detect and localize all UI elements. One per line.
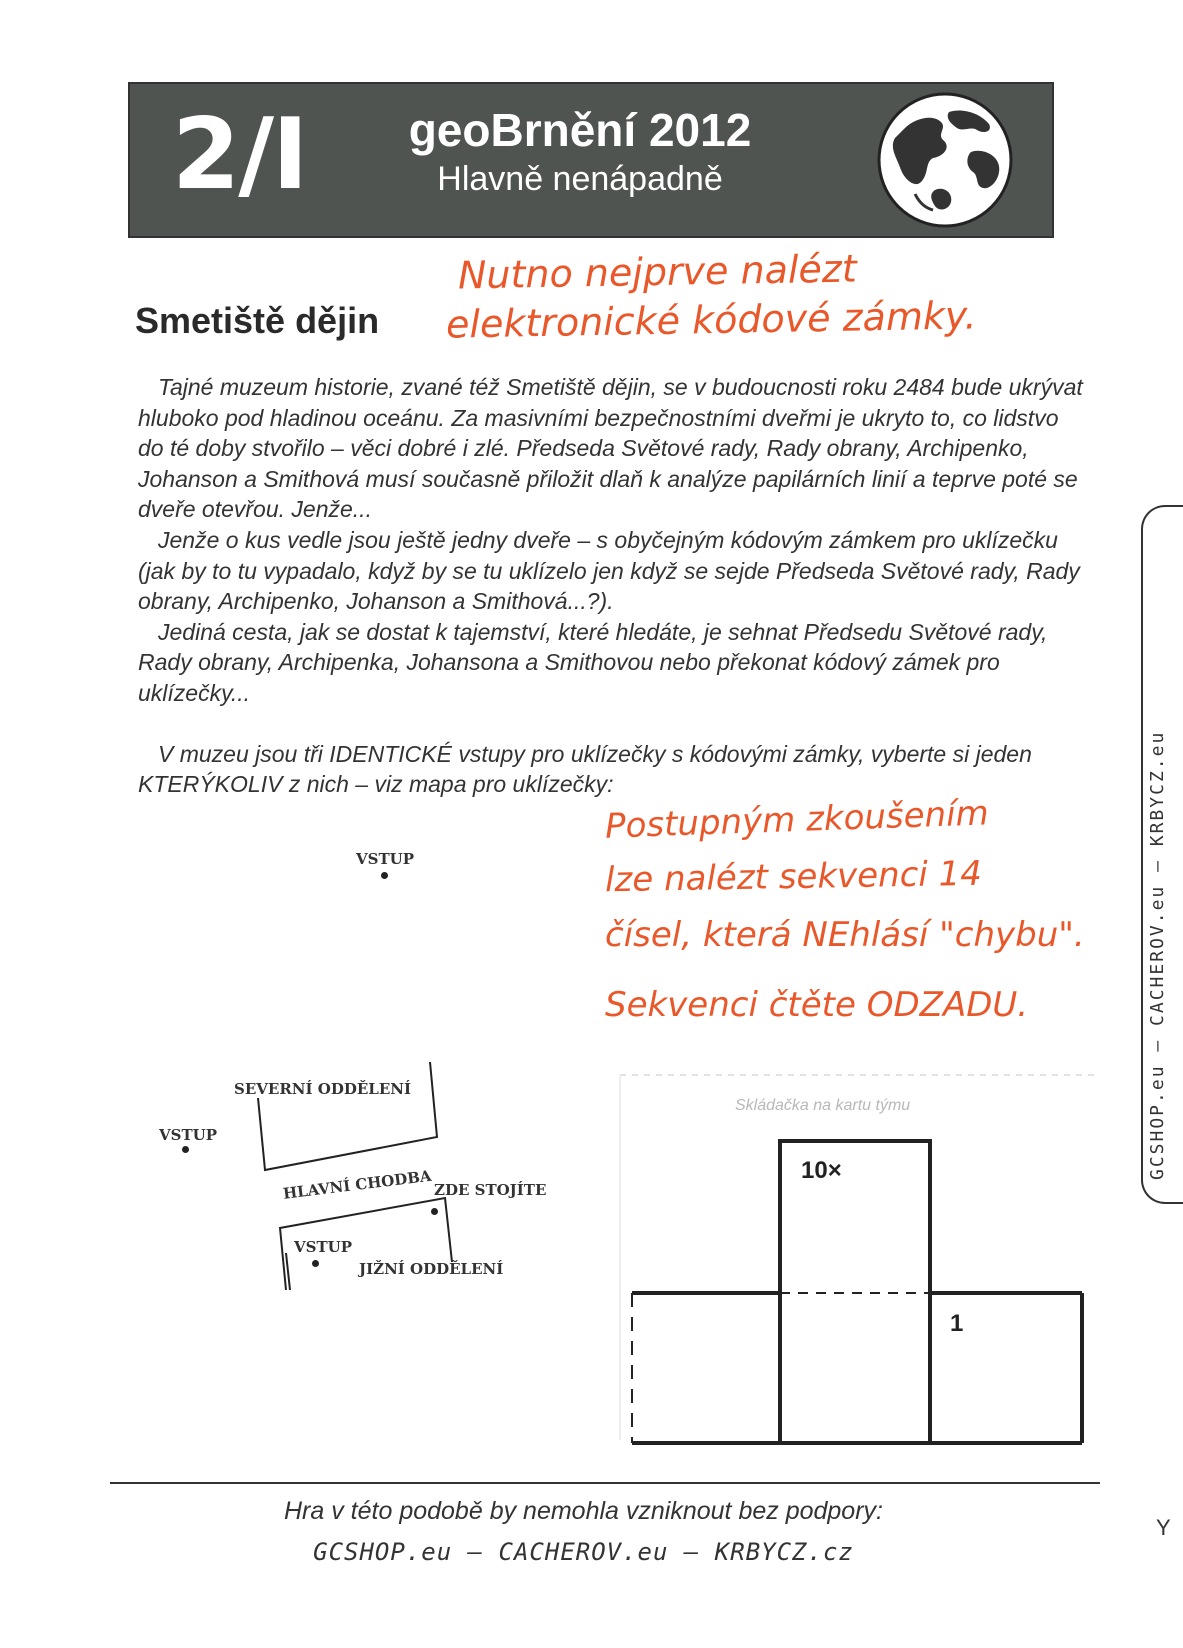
map-main-corridor: HLAVNÍ CHODBA	[282, 1166, 433, 1203]
puzzle-label-1: 1	[950, 1310, 964, 1337]
story-text	[138, 372, 1086, 800]
puzzle-label-10x: 10×	[801, 1157, 842, 1184]
handwritten-note-right-3: čísel, která NEhlásí "chybu".	[605, 915, 1085, 955]
page-heading: Smetiště dějin	[135, 300, 380, 341]
event-subtitle: Hlavně nenápadně	[437, 160, 723, 198]
paragraph-2: Jenže o kus vedle jsou ještě jedny dveře – s obyčejným kódovým zámkem pro uklízečku (jak by to tu vypadalo, když by se tu uklízelo jen když se sejde Předseda Světové rady, Rady obrany, Archipenko, Johanson a Smithová...?).	[138, 526, 1080, 615]
map-vstup-top: VSTUP	[356, 850, 414, 868]
map-entry-dot-top	[381, 872, 388, 879]
event-title: geoBrnění 2012	[408, 104, 752, 156]
footer-sponsor-list: GCSHOP.eu – CACHEROV.eu – KRBYCZ.cz	[313, 1538, 854, 1566]
title-banner	[128, 82, 1054, 238]
footer-divider	[110, 1482, 1100, 1484]
map-you-are-here: ZDE STOJÍTE	[434, 1181, 547, 1199]
handwritten-note-top-1: Nutno nejprve nalézt	[457, 246, 858, 298]
puzzle-caption: Skládačka na kartu týmu	[735, 1097, 911, 1114]
handwritten-note-right-4: Sekvenci čtěte ODZADU.	[605, 985, 1029, 1025]
map-vstup-bottom: VSTUP	[294, 1238, 352, 1256]
globe-icon	[875, 90, 1015, 230]
paragraph-4: V muzeu jsou tři IDENTICKÉ vstupy pro uklízečky s kódovými zámky, vyberte si jeden KTERÝKOLIV z nich – viz mapa pro uklízečky:	[138, 740, 1032, 798]
map-north-section: SEVERNÍ ODDĚLENÍ	[234, 1080, 411, 1098]
map-entry-dot-bottom	[312, 1260, 319, 1267]
map-south-section: JIŽNÍ ODDĚLENÍ	[359, 1260, 504, 1278]
paragraph-3: Jediná cesta, jak se dostat k tajemství, které hledáte, je sehnat Předsedu Světové rady, Rady obrany, Archipenka, Johansona a Smithovou nebo překonat kódový zámek pro uklízečky...	[138, 618, 1048, 706]
paragraph-1: Tajné muzeum historie, zvané též Smetiště dějin, se v budoucnosti roku 2484 bude ukrývat hluboko pod hladinou oceánu. Za masivními bezpečnostními dveřmi je ukryto to, co lidstvo do té doby stvořilo – věci dobré i zlé. Předseda Světové rady, Rady obrany, Archipenko, Johanson a Smithová musí současně přiložit dlaň k analýze papilárních linií a teprve poté se dveře otevřou. Jenže...	[138, 374, 1083, 523]
stage-number: 2/I	[172, 98, 307, 212]
footer-sponsor-intro: Hra v této podobě by nemohla vzniknout bez podpory:	[284, 1497, 883, 1525]
edge-mark: Y	[1156, 1515, 1171, 1540]
side-sponsor-text: GCSHOP.eu – CACHEROV.eu – KRBYCZ.eu	[1147, 730, 1168, 1180]
map-entry-dot-left	[182, 1146, 189, 1153]
handwritten-note-top-2: elektronické kódové zámky.	[445, 293, 977, 347]
handwritten-note-right-1: Postupným zkoušením	[604, 793, 990, 847]
handwritten-note-right-2: lze nalézt sekvenci 14	[604, 853, 983, 901]
map-you-are-here-dot	[431, 1208, 438, 1215]
map-vstup-left: VSTUP	[159, 1126, 217, 1144]
